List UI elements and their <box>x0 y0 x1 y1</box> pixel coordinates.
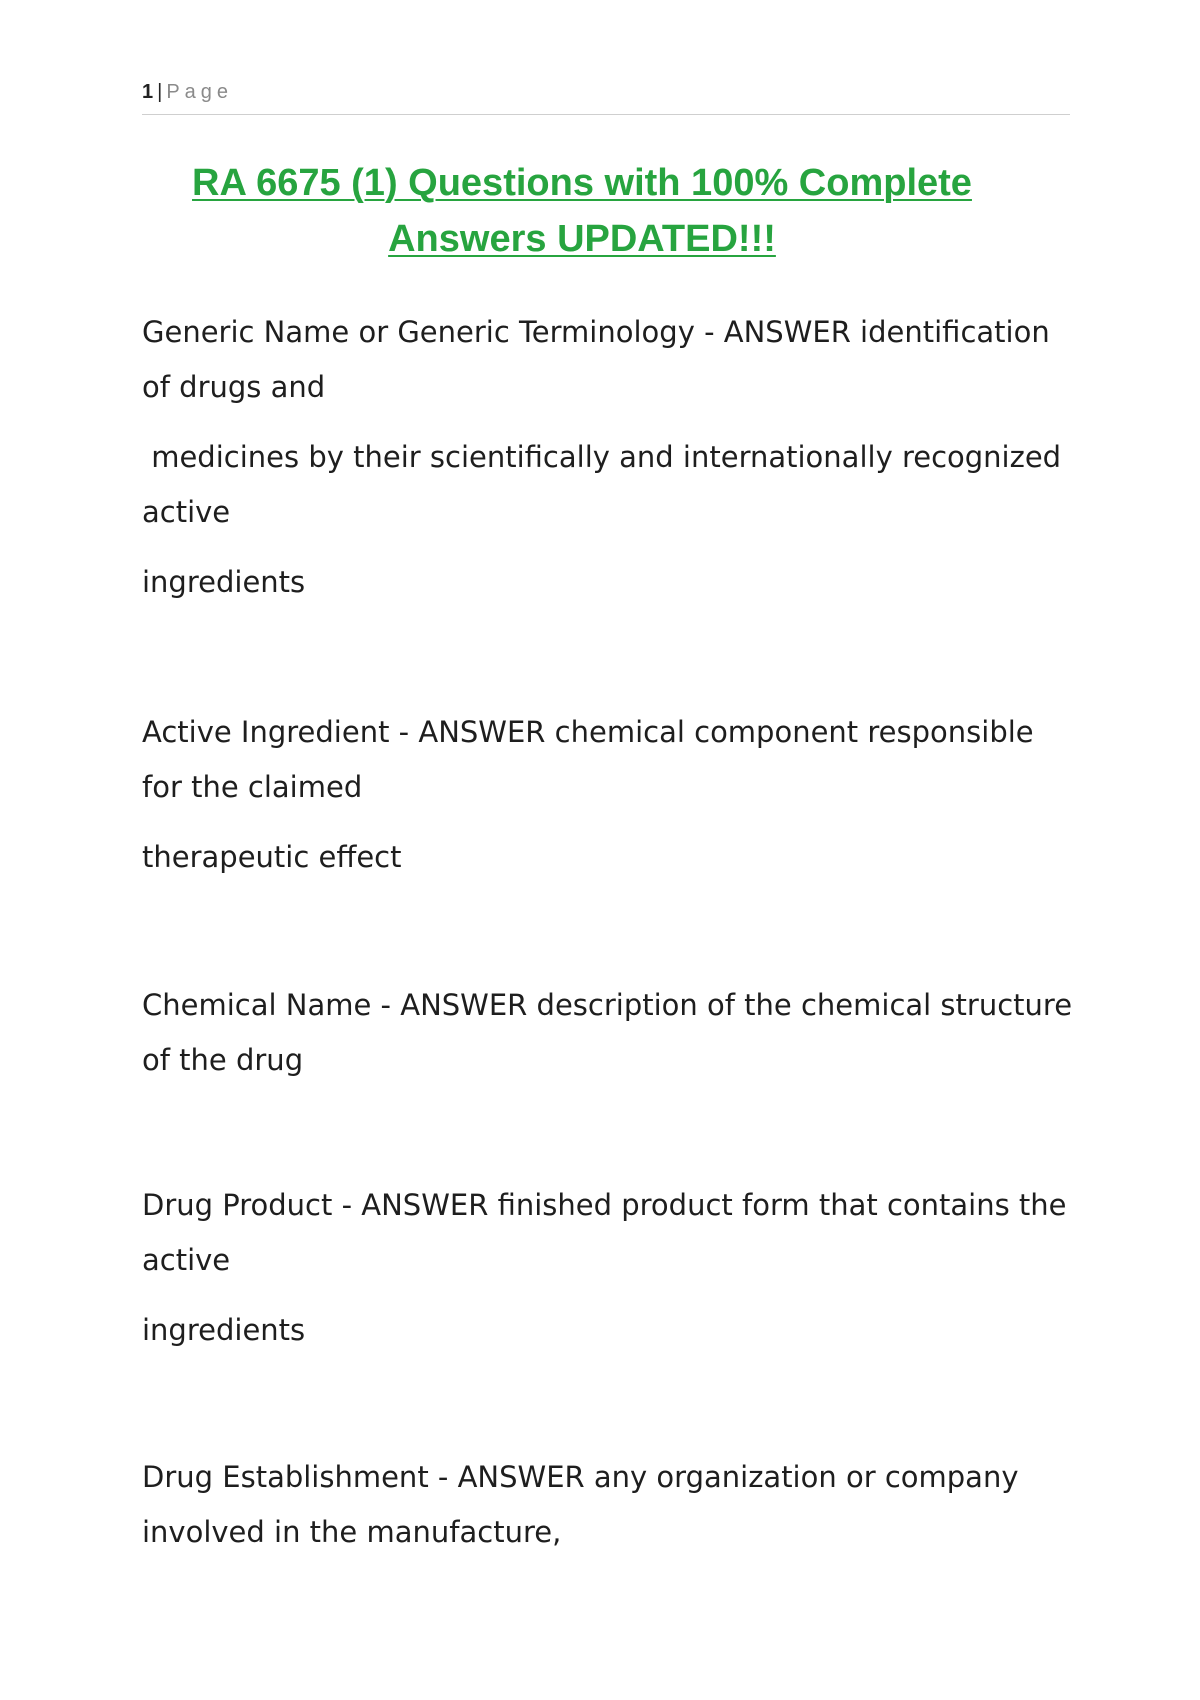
entry-drug-product-line-3: ingredients <box>142 1313 306 1347</box>
entry-active-ingredient-line-1: Active Ingredient - ANSWER chemical component responsible <box>142 715 1034 749</box>
entry-active-ingredient-line-3: therapeutic effect <box>142 840 402 874</box>
document-title <box>142 155 1022 267</box>
entry-chemical-name-line-1: Chemical Name - ANSWER description of the chemical structure <box>142 988 1073 1022</box>
entry-drug-establishment-line-1: Drug Establishment - ANSWER any organization or company <box>142 1460 1019 1494</box>
entry-generic-name-line-5: ingredients <box>142 565 306 599</box>
page-label: Page <box>166 81 234 103</box>
page-header <box>142 80 1070 115</box>
entry-active-ingredient-line-2: for the claimed <box>142 770 363 804</box>
entry-drug-product-line-1: Drug Product - ANSWER finished product form that contains the <box>142 1188 1067 1222</box>
page-number: 1 <box>142 81 154 103</box>
entry-generic-name-line-1: Generic Name or Generic Terminology - ANSWER identification <box>142 315 1050 349</box>
entry-generic-name-line-3: medicines by their scientifically and internationally recognized <box>142 440 1062 474</box>
title-line-1: RA 6675 (1) Questions with 100% Complete <box>192 162 972 204</box>
entry-drug-product-line-2: active <box>142 1243 231 1277</box>
entry-generic-name-line-4: active <box>142 495 231 529</box>
page-separator: | <box>157 81 163 103</box>
title-line-2: Answers UPDATED!!! <box>388 218 776 260</box>
entry-generic-name-line-2: of drugs and <box>142 370 326 404</box>
entry-drug-establishment-line-2: involved in the manufacture, <box>142 1515 562 1549</box>
entry-chemical-name-line-2: of the drug <box>142 1043 304 1077</box>
